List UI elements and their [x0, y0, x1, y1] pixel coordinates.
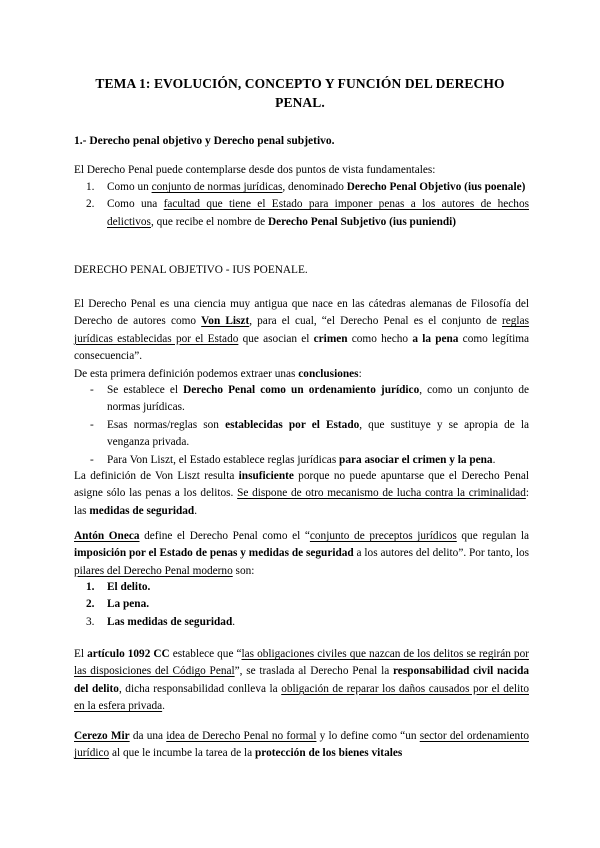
list-item: 1. El delito.: [86, 581, 151, 593]
paragraph-anton-oneca: Antón Oneca define el Derecho Penal como el “conjunto de preceptos jurídicos que regulan la imposición por el Estado de penas y medidas de seguridad a los autores del delito”. Por tanto, los pilares del Derecho Penal moderno son:: [74, 530, 529, 577]
list-item: 1. Como un conjunto de normas jurídicas, denominado Derecho Penal Objetivo (ius poenale): [86, 181, 526, 193]
list-item: - Para Von Liszt, el Estado establece reglas jurídicas para asociar el crimen y la pena.: [90, 453, 496, 466]
conclusions-list: [74, 382, 529, 469]
list-item: - Se establece el Derecho Penal como un ordenamiento jurídico, como un conjunto de normas jurídicas.: [90, 384, 529, 414]
viewpoints-list: [74, 179, 529, 231]
section-heading-1: 1.- Derecho penal objetivo y Derecho penal subjetivo.: [74, 135, 335, 147]
list-item: 2. Como una facultad que tiene el Estado para imponer penas a los autores de hechos delictivos, que recibe el nombre de Derecho Penal Subjetivo (ius puniendi): [86, 198, 529, 228]
list-item: 2. La pena.: [86, 598, 150, 611]
list-item: 3. Las medidas de seguridad.: [86, 615, 236, 628]
paragraph-cerezo-mir: Cerezo Mir da una idea de Derecho Penal no formal y lo define como “un sector del ordenamiento jurídico al que le incumbe la tarea de la protección de los bienes vitales: [74, 730, 529, 760]
paragraph-von-liszt: El Derecho Penal es una ciencia muy antigua que nace en las cátedras alemanas de Filosofía del Derecho de autores como Von Liszt, para el cual, “el Derecho Penal es el conjunto de reglas jurídicas establecidas por el Estado que asocian el crimen como hecho a la pena como legítima consecuencia”. De esta primera definición podemos extraer unas conclusiones:: [74, 298, 530, 380]
paragraph-insuficiente: La definición de Von Liszt resulta insuficiente porque no puede apuntarse que el Derecho Penal asigne sólo las penas a los delitos. Se dispone de otro mecanismo de lucha contra la criminalidad: las medidas de seguridad.: [74, 470, 529, 517]
intro-paragraph: El Derecho Penal puede contemplarse desde dos puntos de vista fundamentales:: [74, 164, 436, 176]
list-item: - Esas normas/reglas son establecidas por el Estado, que sustituye y se apropia de la venganza privada.: [90, 418, 529, 449]
paragraph-articulo-1092: El artículo 1092 CC establece que “las obligaciones civiles que nazcan de los delitos se regirán por las disposiciones del Código Penal”, se traslada al Derecho Penal la responsabilidad civil nacida del delito, dicha responsabilidad conlleva la obligación de reparar los daños causados por el delito en la esfera privada.: [74, 648, 530, 713]
section-heading-2: DERECHO PENAL OBJETIVO - IUS POENALE.: [74, 264, 308, 276]
document-title: TEMA 1: EVOLUCIÓN, CONCEPTO Y FUNCIÓN DEL DERECHO PENAL.: [95, 76, 505, 110]
pillars-list: [74, 579, 529, 631]
